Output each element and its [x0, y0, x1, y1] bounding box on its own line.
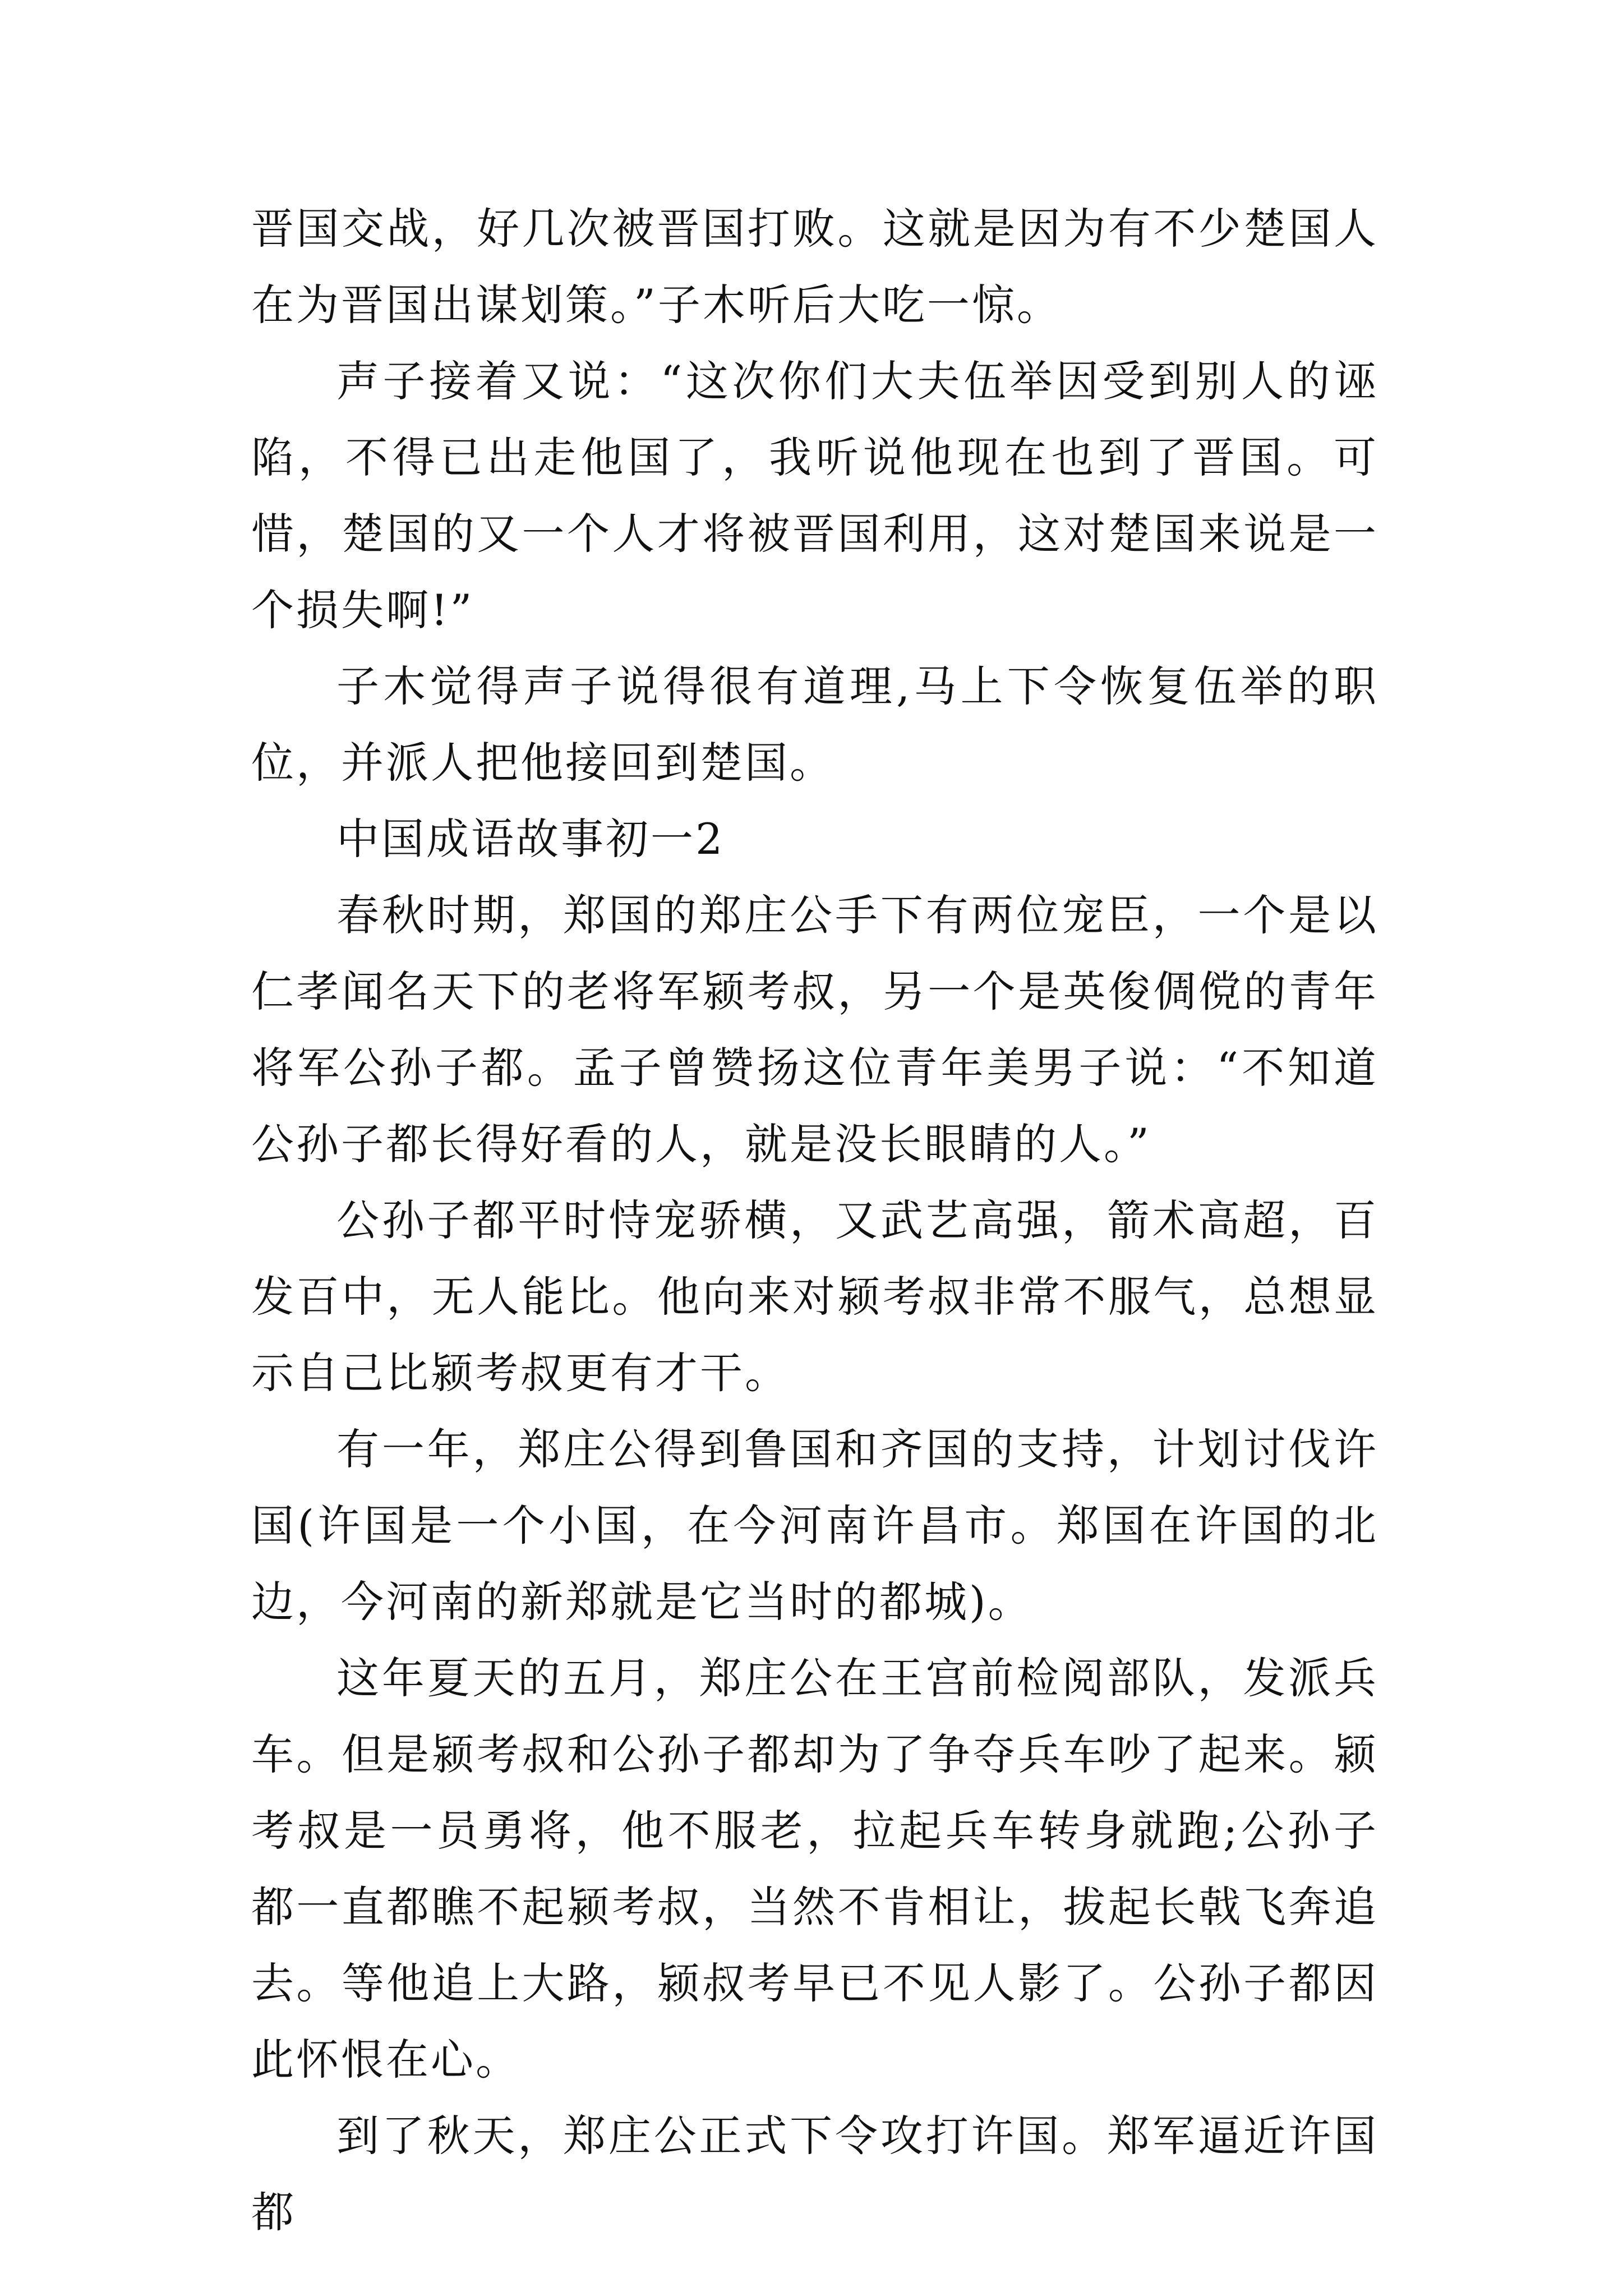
document-body — [251, 191, 1378, 2251]
paragraph: 声子接着又说：“这次你们大夫伍举因受到别人的诬陷，不得已出走他国了，我听说他现在也到了晋国。可惜，楚国的又一个人才将被晋国利用，这对楚国来说是一个损失啊!” — [251, 356, 1378, 635]
paragraph: 有一年，郑庄公得到鲁国和齐国的支持，计划讨伐许国(许国是一个小国，在今河南许昌市。郑国在许国的北边，今河南的新郑就是它当时的都城)。 — [251, 1424, 1378, 1627]
section-heading: 中国成语故事初一2 — [336, 814, 725, 864]
paragraph: 春秋时期，郑国的郑庄公手下有两位宠臣，一个是以仁孝闻名天下的老将军颍考叔，另一个是英俊倜傥的青年将军公孙子都。孟子曾赞扬这位青年美男子说：“不知道公孙子都长得好看的人，就是没长眼睛的人。” — [251, 890, 1378, 1169]
paragraph: 这年夏天的五月，郑庄公在王宫前检阅部队，发派兵车。但是颍考叔和公孙子都却为了争夺兵车吵了起来。颍考叔是一员勇将，他不服老，拉起兵车转身就跑;公孙子都一直都瞧不起颍考叔，当然不肯相让，拔起长戟飞奔追去。等他追上大路，颍叔考早已不见人影了。公孙子都因此怀恨在心。 — [251, 1653, 1378, 2085]
paragraph-continuation: 晋国交战，好几次被晋国打败。这就是因为有不少楚国人在为晋国出谋划策。”子木听后大吃一惊。 — [251, 204, 1378, 330]
paragraph: 到了秋天，郑庄公正式下令攻打许国。郑军逼近许国都 — [251, 2111, 1378, 2237]
paragraph: 子木觉得声子说得很有道理,马上下令恢复伍举的职位，并派人把他接回到楚国。 — [251, 661, 1378, 788]
paragraph: 公孙子都平时恃宠骄横，又武艺高强，箭术高超，百发百中，无人能比。他向来对颍考叔非常不服气，总想显示自己比颍考叔更有才干。 — [251, 1195, 1378, 1398]
